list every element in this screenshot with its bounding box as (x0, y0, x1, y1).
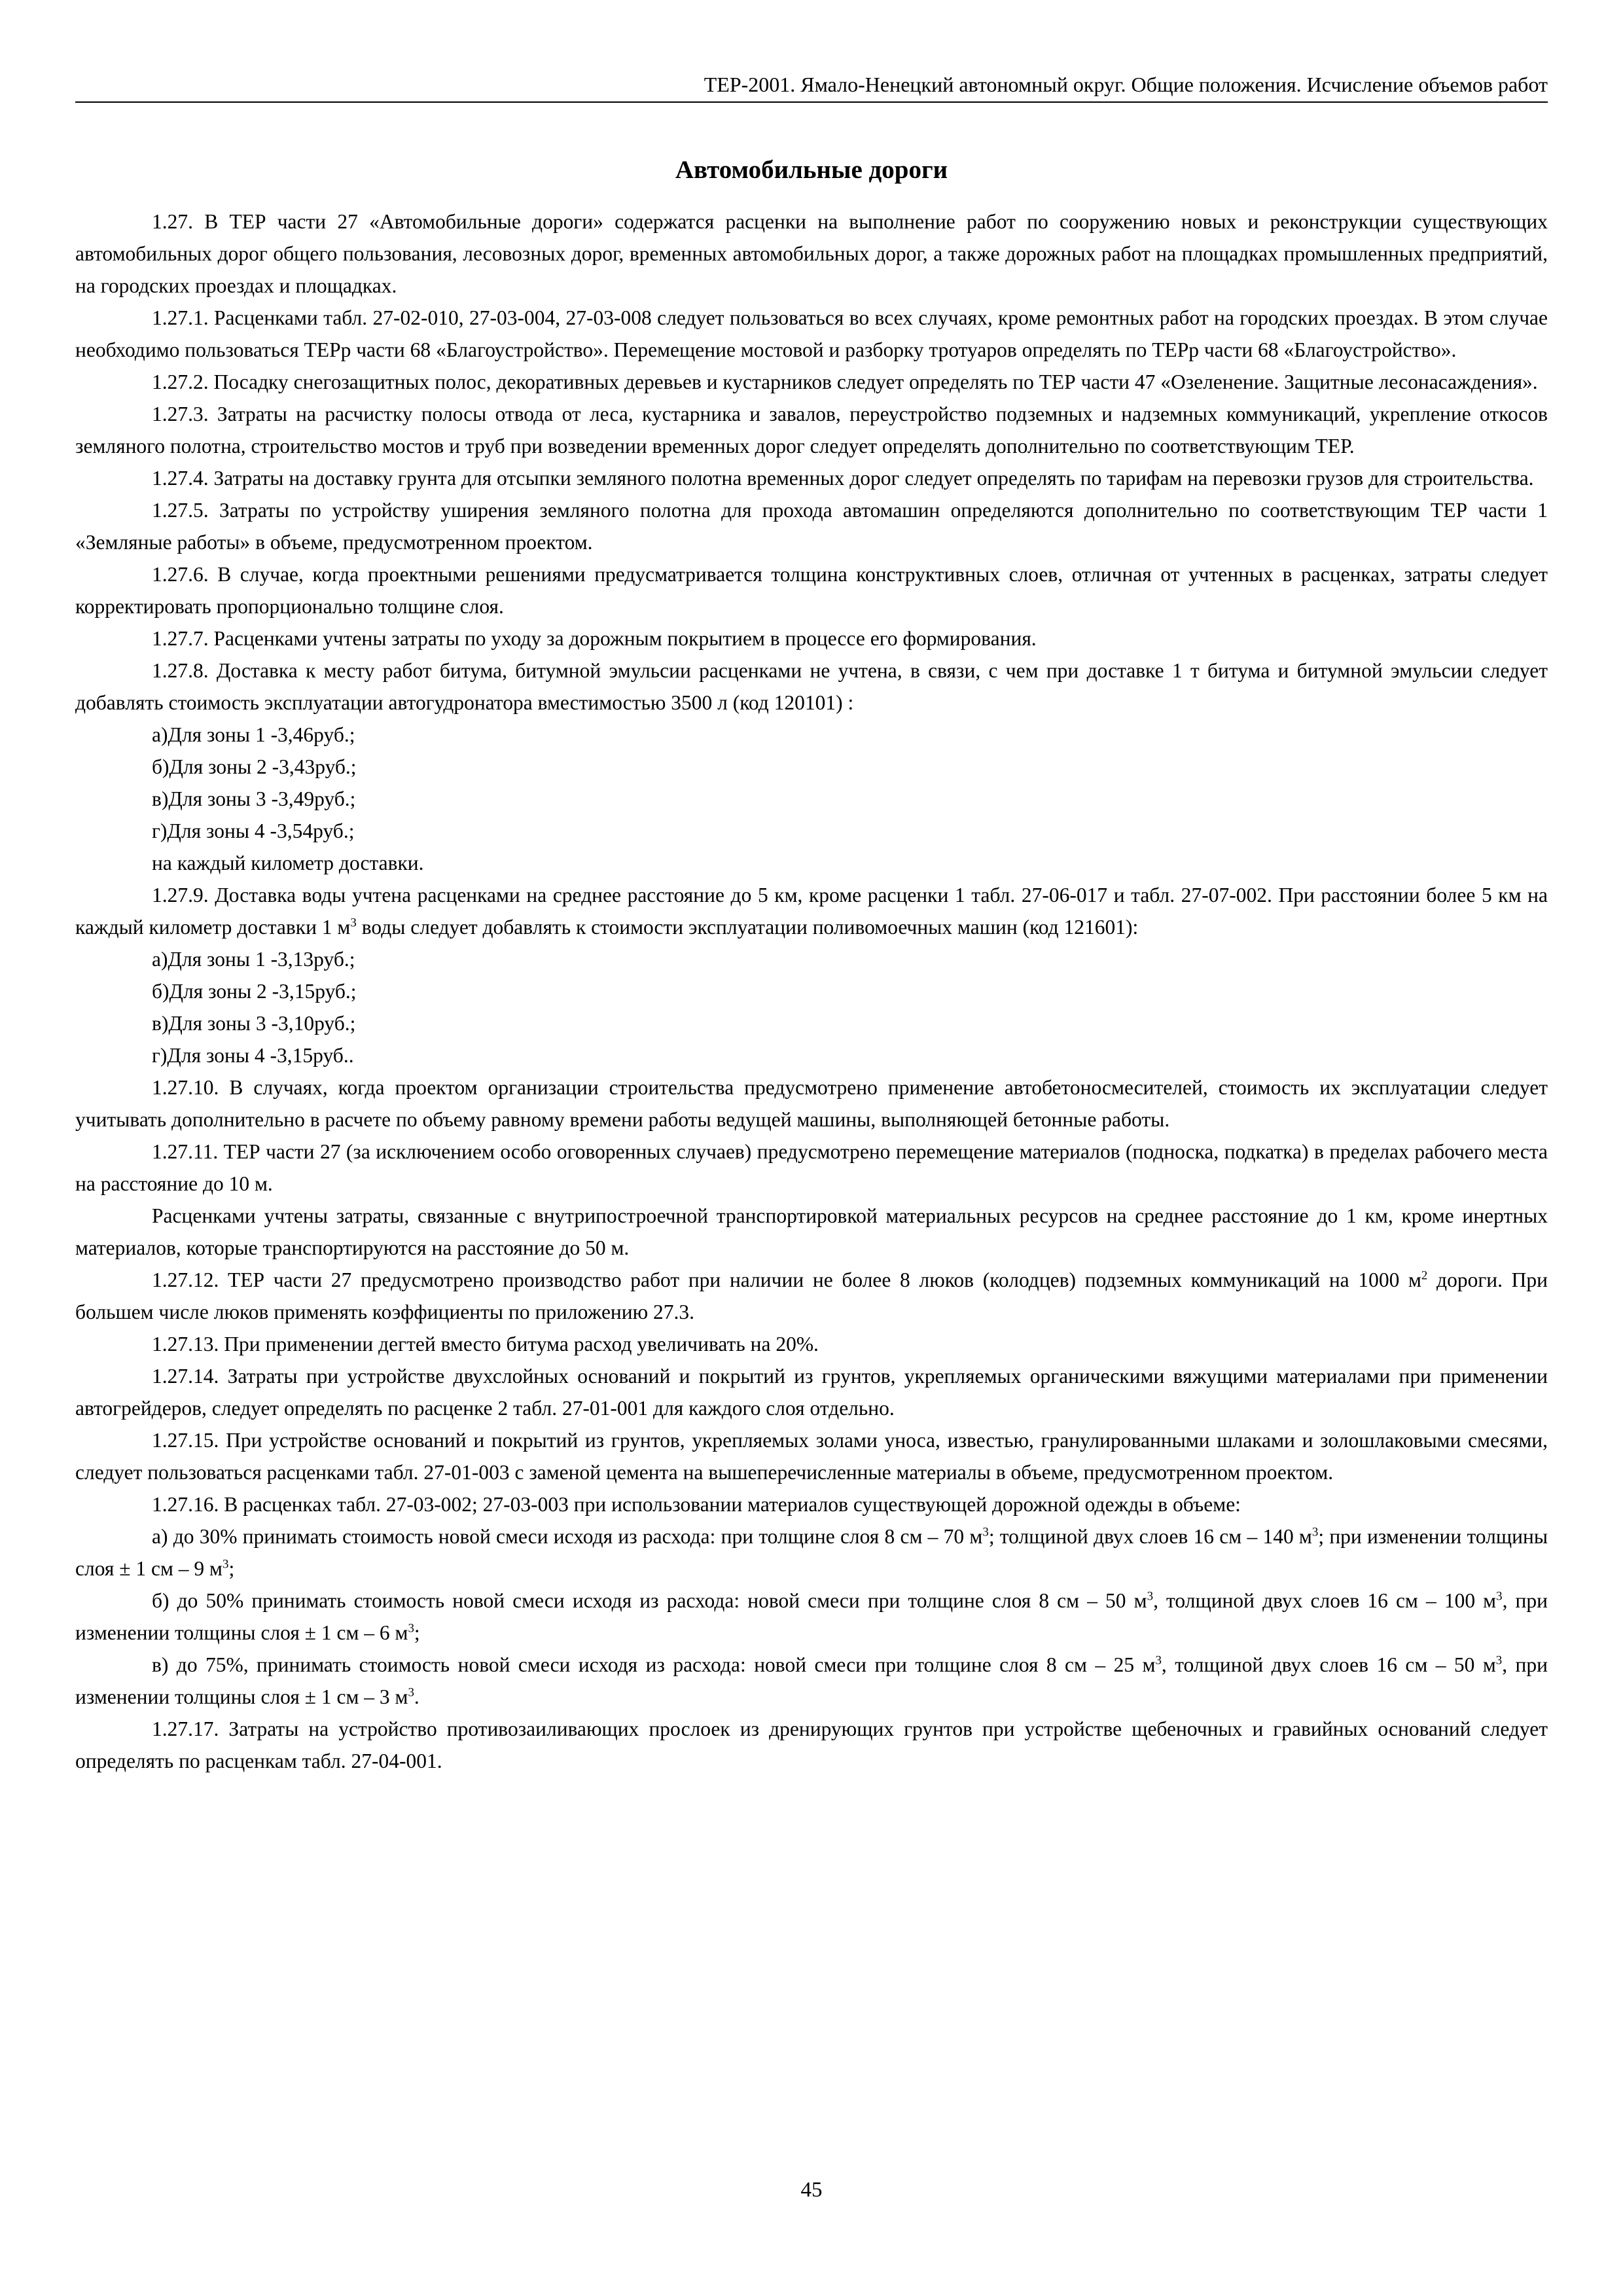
superscript: 3 (1496, 1589, 1503, 1604)
paragraph (75, 847, 1548, 879)
superscript: 3 (1311, 1525, 1319, 1539)
paragraph-text: 1.27.2. Посадку снегозащитных полос, декоративных деревьев и кустарников следует определять по ТЕР части 47 «Озеленение. Защитные лесонасаждения». (152, 370, 1538, 393)
paragraph-text: 1.27.1. Расценками табл. 27-02-010, 27-03-004, 27-03-008 следует пользоваться во всех случаях, кроме ремонтных работ на городских проездах. В этом случае необходимо пользоваться ТЕРр части 68 «Благоустройство». Перемещение мостовой и разборку тротуаров определять по ТЕРр части 68 «Благоустройство». (75, 306, 1548, 361)
paragraph (75, 783, 1548, 815)
paragraph (75, 975, 1548, 1007)
paragraph (75, 1200, 1548, 1264)
section-title: Автомобильные дороги (675, 156, 948, 184)
paragraph (75, 815, 1548, 847)
paragraph (75, 1520, 1548, 1585)
superscript: 3 (1495, 1653, 1503, 1668)
paragraph (75, 1136, 1548, 1200)
paragraph (75, 1071, 1548, 1136)
paragraph-text: а) до 30% принимать стоимость новой смеси исходя из расхода: при толщине слоя 8 см – 70 м (152, 1525, 983, 1548)
paragraph (75, 1264, 1548, 1328)
paragraph-text: 1.27.8. Доставка к месту работ битума, битумной эмульсии расценками не учтена, в связи, с чем при доставке 1 т битума и битумной эмульсии следует добавлять стоимость эксплуатации автогудронатора вместимостью 3500 л (код 120101) : (75, 659, 1548, 714)
paragraph-text: б)Для зоны 2 -3,43руб.; (152, 755, 357, 778)
paragraph-text: 1.27.9. Доставка воды учтена расценками на среднее расстояние до 5 км, кроме расценки 1 табл. 27-06-017 и табл. 27-07-002. При расстоянии более 5 км на каждый километр доставки 1 м (75, 884, 1548, 939)
superscript: 3 (408, 1685, 414, 1700)
superscript: 3 (408, 1621, 414, 1636)
paragraph-text: , при изменении толщины слоя ± 1 см – 3 м (75, 1653, 1548, 1708)
paragraph-text: б) до 50% принимать стоимость новой смеси исходя из расхода: новой смеси при толщине слоя 8 см – 50 м (152, 1589, 1147, 1612)
paragraph-text: ; толщиной двух слоев 16 см – 140 м (988, 1525, 1312, 1548)
paragraph (75, 1424, 1548, 1488)
paragraph (75, 206, 1548, 302)
running-header: ТЕР-2001. Ямало-Ненецкий автономный округ. Общие положения. Исчисление объемов работ (75, 69, 1548, 103)
paragraph (75, 751, 1548, 783)
paragraph-text: ; при изменении толщины слоя ± 1 см – 9 м (75, 1525, 1548, 1580)
paragraph (75, 1360, 1548, 1424)
body-text (75, 206, 1548, 1777)
paragraph (75, 879, 1548, 943)
paragraph-text: г)Для зоны 4 -3,54руб.; (152, 819, 355, 842)
paragraph-text: 1.27.15. При устройстве оснований и покрытий из грунтов, укрепляемых золами уноса, известью, гранулированными шлаками и золошлаковыми смесями, следует пользоваться расценками табл. 27-01-003 с заменой цемента на вышеперечисленные материалы в объеме, предусмотренном проектом. (75, 1429, 1548, 1484)
superscript: 3 (222, 1557, 229, 1571)
paragraph (75, 1328, 1548, 1360)
paragraph (75, 1039, 1548, 1071)
paragraph (75, 1488, 1548, 1520)
paragraph-text: г)Для зоны 4 -3,15руб.. (152, 1044, 354, 1067)
paragraph-text: , толщиной двух слоев 16 см – 50 м (1161, 1653, 1496, 1676)
paragraph-text: а)Для зоны 1 -3,13руб.; (152, 948, 355, 971)
paragraph-text: 1.27.3. Затраты на расчистку полосы отвода от леса, кустарника и завалов, переустройство подземных и надземных коммуникаций, укрепление откосов земляного полотна, строительство мостов и труб при возведении временных дорог следует определять дополнительно по соответствующим ТЕР. (75, 403, 1548, 457)
page-number: 45 (800, 2178, 823, 2202)
paragraph-text: 1.27.17. Затраты на устройство противозаиливающих прослоек из дренирующих грунтов при устройстве щебеночных и гравийных оснований следует определять по расценкам табл. 27-04-001. (75, 1717, 1548, 1772)
paragraph-text: 1.27.6. В случае, когда проектными решениями предусматривается толщина конструктивных слоев, отличная от учтенных в расценках, затраты следует корректировать пропорционально толщине слоя. (75, 563, 1548, 618)
paragraph (75, 462, 1548, 494)
paragraph-text: ; (414, 1621, 420, 1644)
paragraph (75, 622, 1548, 655)
paragraph (75, 1585, 1548, 1649)
paragraph-text: , при изменении толщины слоя ± 1 см – 6 м (75, 1589, 1548, 1644)
paragraph (75, 719, 1548, 751)
paragraph (75, 943, 1548, 975)
paragraph (75, 366, 1548, 398)
superscript: 3 (350, 916, 357, 930)
paragraph (75, 655, 1548, 719)
superscript: 3 (1147, 1589, 1154, 1604)
paragraph-text: дороги. При большем числе люков применять коэффициенты по приложению 27.3. (75, 1268, 1548, 1323)
superscript: 2 (1421, 1268, 1428, 1283)
paragraph-text: 1.27.13. При применении дегтей вместо битума расход увеличивать на 20%. (152, 1333, 819, 1355)
paragraph-text: 1.27.14. Затраты при устройстве двухслойных оснований и покрытий из грунтов, укрепляемых органическими вяжущими материалами при применении автогрейдеров, следует определять по расценке 2 табл. 27-01-001 для каждого слоя отдельно. (75, 1365, 1548, 1420)
superscript: 3 (1155, 1653, 1162, 1668)
paragraph-text: в) до 75%, принимать стоимость новой смеси исходя из расхода: новой смеси при толщине слоя 8 см – 25 м (152, 1653, 1156, 1676)
paragraph-text: на каждый километр доставки. (152, 852, 424, 874)
paragraph (75, 558, 1548, 622)
paragraph (75, 494, 1548, 558)
paragraph-text: ; (228, 1557, 235, 1580)
superscript: 3 (982, 1525, 989, 1539)
paragraph (75, 302, 1548, 366)
paragraph-text: 1.27.16. В расценках табл. 27-03-002; 27-03-003 при использовании материалов существующей дорожной одежды в объеме: (152, 1493, 1241, 1516)
paragraph-text: 1.27.4. Затраты на доставку грунта для отсыпки земляного полотна временных дорог следует определять по тарифам на перевозки грузов для строительства. (152, 467, 1534, 490)
paragraph-text: 1.27.10. В случаях, когда проектом организации строительства предусмотрено применение автобетоносмесителей, стоимость их эксплуатации следует учитывать дополнительно в расчете по объему равному времени работы ведущей машины, выполняющей бетонные работы. (75, 1076, 1548, 1131)
paragraph (75, 1649, 1548, 1713)
paragraph-text: воды следует добавлять к стоимости эксплуатации поливомоечных машин (код 121601): (356, 916, 1139, 939)
paragraph-text: 1.27.7. Расценками учтены затраты по уходу за дорожным покрытием в процессе его формирования. (152, 627, 1037, 650)
paragraph-text: 1.27.12. ТЕР части 27 предусмотрено производство работ при наличии не более 8 люков (колодцев) подземных коммуникаций на 1000 м (152, 1268, 1421, 1291)
paragraph-text: , толщиной двух слоев 16 см – 100 м (1153, 1589, 1497, 1612)
paragraph-text: 1.27.11. ТЕР части 27 (за исключением особо оговоренных случаев) предусмотрено перемещение материалов (подноска, подкатка) в пределах рабочего места на расстояние до 10 м. (75, 1140, 1548, 1195)
paragraph-text: . (414, 1685, 419, 1708)
paragraph-text: 1.27. В ТЕР части 27 «Автомобильные дороги» содержатся расценки на выполнение работ по сооружению новых и реконструкции существующих автомобильных дорог общего пользования, лесовозных дорог, временных автомобильных дорог, а также дорожных работ на площадках промышленных предприятий, на городских проездах и площадках. (75, 210, 1548, 297)
paragraph-text: б)Для зоны 2 -3,15руб.; (152, 980, 357, 1003)
paragraph-text: 1.27.5. Затраты по устройству уширения земляного полотна для прохода автомашин определяются дополнительно по соответствующим ТЕР части 1 «Земляные работы» в объеме, предусмотренном проектом. (75, 499, 1548, 554)
paragraph (75, 1007, 1548, 1039)
paragraph-text: в)Для зоны 3 -3,49руб.; (152, 787, 356, 810)
paragraph-text: а)Для зоны 1 -3,46руб.; (152, 723, 355, 746)
paragraph (75, 398, 1548, 462)
paragraph-text: в)Для зоны 3 -3,10руб.; (152, 1012, 356, 1035)
paragraph (75, 1713, 1548, 1777)
paragraph-text: Расценками учтены затраты, связанные с внутрипостроечной транспортировкой материальных ресурсов на среднее расстояние до 1 км, кроме инертных материалов, которые транспортируются на расстояние до 50 м. (75, 1204, 1548, 1259)
